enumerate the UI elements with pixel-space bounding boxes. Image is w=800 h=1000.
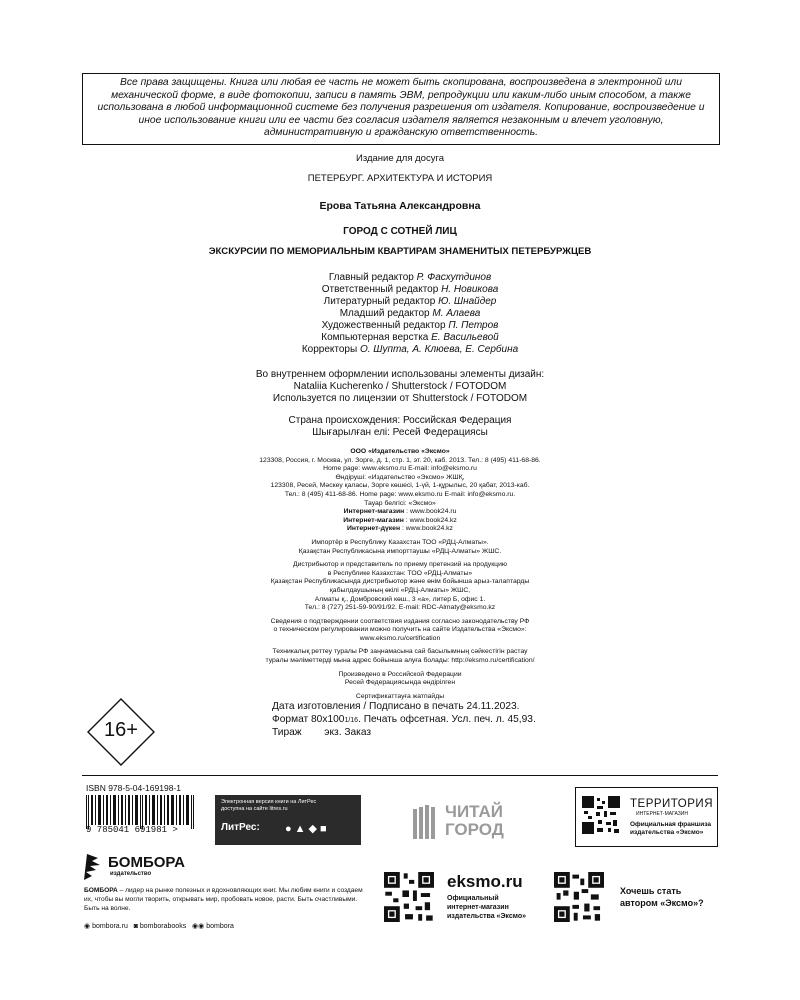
android-icon: ▲ [294, 823, 309, 835]
publisher-address: 123308, Россия, г. Москва, ул. Зорге, д. 1, стр. 1, эт. 20, каб. 2013. Тел.: 8 (495) 411-68-86. [259, 456, 541, 464]
credit-line: Литературный редактор Ю. Шнайдер [323, 296, 497, 307]
imprint [160, 448, 640, 701]
bombora-socials [84, 922, 344, 930]
eksmo-caption: издательства «Эксмо» [447, 913, 526, 920]
publisher-kz-address: 123308, Ресей, Мәскеу қаласы, Зорге көшесі, 1-үй, 1-құрылыс, 20 қабат, 2013-каб. [270, 482, 530, 490]
credit-line: Корректоры О. Шупта, А. Клюева, Е. Сербина [301, 344, 519, 355]
origin-line: Страна происхождения: Российская Федерация [288, 415, 512, 426]
litres-banner [215, 795, 361, 845]
bombora-wordmark: БОМБОРА [108, 854, 185, 871]
origin-line: Шығарылған елі: Ресей Федерациясы [312, 427, 488, 438]
production-date: Дата изготовления / Подписано в печать 24.11.2023. [272, 701, 520, 712]
author-cta: автором «Эксмо»? [620, 898, 704, 908]
divider [82, 775, 718, 776]
kz-line: Қазақстан Республикасына импорттаушы «РДЦ-Алматы» ЖШС. [298, 547, 502, 555]
design-line: Используется по лицензии от Shutterstock / FOTODOM [272, 393, 528, 404]
territoria-block [575, 787, 718, 847]
origin [200, 415, 600, 439]
eksmo-block [384, 868, 720, 938]
publisher-web: Home page: www.eksmo.ru E-mail: info@eksmo.ru [323, 465, 477, 473]
territoria-caption: издательства «Эксмо» [630, 829, 704, 836]
cert-line: о техническом регулировании можно получить на сайте Издательства «Эксмо»: [273, 626, 527, 634]
author-cta: Хочешь стать [620, 886, 682, 896]
cert-line: Ресей Федерациясында өндірілген [344, 679, 456, 687]
barcode-icon [86, 795, 198, 829]
publisher-name: ООО «Издательство «Эксмо» [350, 448, 450, 455]
title: ГОРОД С СОТНЕЙ ЛИЦ [343, 226, 457, 237]
trademark: Тауар белгісі: «Эксмо» [364, 499, 436, 507]
cert-line: www.eksmo.ru/certification [359, 634, 441, 642]
credit-line: Художественный редактор П. Петров [321, 320, 499, 331]
qr-code-icon[interactable] [554, 872, 604, 922]
cert-line: Сертификаттауға жатпайды [355, 692, 445, 700]
cert-line: Техникалық реттеу туралы РФ заңнамасына сай басылымның сәйкестігін растау [272, 648, 528, 656]
telegram-icon: ◉◉ [192, 923, 205, 930]
subtitle: ЭКСКУРСИИ ПО МЕМОРИАЛЬНЫМ КВАРТИРАМ ЗНАМЕНИТЫХ ПЕТЕРБУРЖЦЕВ [208, 246, 592, 257]
cert-line: туралы мәліметтерді мына адрес бойынша алуға болады: http://eksmo.ru/certification/ [265, 657, 535, 665]
publisher-kz-name: Өндіруші: «Издательство «Эксмо» ЖШҚ, [335, 473, 465, 481]
age-rating-badge [86, 697, 156, 767]
eksmo-logo[interactable]: eksmo.ru [447, 872, 523, 891]
shop-line: Интернет-дүкен : www.book24.kz [347, 525, 453, 533]
kz-line: қабылдаушының өкілі «РДЦ-Алматы» ЖШС, [329, 586, 471, 594]
credit-line: Компьютерная верстка Е. Васильевой [321, 332, 499, 343]
territoria-sub: ИНТЕРНЕТ-МАГАЗИН [636, 811, 688, 817]
isbn-label: ISBN 978-5-04-169198-1 [86, 783, 181, 793]
copyright-notice [82, 73, 720, 145]
social-link[interactable]: bombora [206, 923, 234, 930]
kz-line: Алматы қ., Домбровский көш., 3 «а», литер Б, офис 1. [314, 595, 486, 603]
social-link[interactable]: bombora.ru [92, 923, 128, 930]
barcode-digits: 9 785041 691981 > [86, 825, 178, 835]
kz-line: Дистрибьютор и представитель по приему претензий на продукцию [293, 561, 507, 569]
bomb-icon [84, 852, 106, 882]
litres-text: Электронная версия книги на ЛитРес доступна на сайте litres.ru [221, 799, 317, 812]
qr-code-icon[interactable] [582, 796, 620, 834]
territoria-logo: ТЕРРИТОРИЯ [630, 798, 713, 810]
social-link[interactable]: bomborabooks [139, 923, 187, 930]
kz-line: в Республике Казахстан: ТОО «РДЦ-Алматы» [327, 569, 473, 577]
bombora-description: БОМБОРА – лидер на рынке полезных и вдохновляющих книг. Мы любим книги и создаем их, чтобы вы могли творить, открывать мир, пробовать новое, расти. Быть счастливыми. Быть на волне. [84, 887, 363, 912]
production-info [272, 701, 592, 740]
huawei-icon: ◆ [308, 823, 321, 835]
eksmo-caption: Официальный [447, 895, 499, 902]
kz-line: Қазақстан Республикасында дистрибьютор және өнім бойынша арыз-талаптарды [270, 578, 530, 586]
books-icon [413, 805, 439, 839]
litres-logo: ЛитРес: [221, 822, 260, 833]
production-format: Формат 80х1001/16. Печать офсетная. Усл. печ. л. 45,93. [272, 713, 536, 725]
credits [210, 272, 610, 356]
shop-line: Интернет-магазин : www.book24.ru [343, 508, 457, 516]
shop-line: Интернет-магазин : www.book24.kz [343, 516, 457, 524]
author: Ерова Татьяна Александровна [319, 200, 481, 212]
windows-icon: ■ [320, 823, 330, 835]
kz-line: Импортёр в Республику Казахстан ТОО «РДЦ-Алматы». [311, 538, 489, 546]
design-line: Nataliia Kucherenko / Shutterstock / FOTODOM [293, 381, 507, 392]
chitai-word: ЧИТАЙ [445, 802, 503, 821]
production-run: Тираж экз. Заказ [272, 727, 372, 738]
edition-type: Издание для досуга [355, 153, 444, 164]
apple-icon: ● [285, 823, 295, 835]
credit-line: Главный редактор Р. Фасхутдинов [328, 272, 492, 283]
bombora-sub: издательство [110, 871, 152, 877]
barcode [86, 795, 198, 835]
kz-line: Тел.: 8 (727) 251-59-90/91/92. E-mail: RDC-Almaty@eksmo.kz [304, 604, 496, 612]
qr-code-icon[interactable] [384, 872, 434, 922]
globe-icon: ◉ [84, 923, 91, 930]
territoria-caption: Официальная франшиза [630, 821, 711, 828]
credit-line: Ответственный редактор Н. Новикова [321, 284, 499, 295]
design-credits [180, 369, 620, 405]
bombora-logo [84, 850, 224, 884]
vk-icon: ◙ [133, 923, 138, 930]
app-store-icons [285, 822, 330, 835]
cert-line: Сведения о подтверждении соответствия издания согласно законодательству РФ [270, 617, 530, 625]
design-line: Во внутреннем оформлении использованы элементы дизайн: [255, 369, 545, 380]
copyright-text: Все права защищены. Книга или любая ее часть не может быть скопирована, воспроизведена в электронной или механической форме, в виде фотокопии, записи в память ЭВМ, репродукции или каким-либо иным способом, а также использована в любой информационной системе без получения разрешения от издателя. Копирование, воспроизведение и иное использование книги или ее части без согласия издателя является незаконным и влечет уголовную, административную и гражданскую ответственность. [97, 77, 705, 138]
cert-line: Произведено в Российской Федерации [338, 670, 462, 678]
credit-line: Младший редактор М. Алаева [339, 308, 481, 319]
chitai-gorod-logo [413, 803, 543, 843]
age-rating: 16+ [104, 719, 138, 741]
gorod-word: ГОРОД [445, 820, 504, 839]
eksmo-caption: интернет-магазин [447, 904, 509, 911]
series: ПЕТЕРБУРГ. АРХИТЕКТУРА И ИСТОРИЯ [307, 173, 493, 184]
publisher-kz-contacts: Тел.: 8 (495) 411-68-86. Home page: www.eksmo.ru E-mail: info@eksmo.ru. [284, 490, 516, 498]
